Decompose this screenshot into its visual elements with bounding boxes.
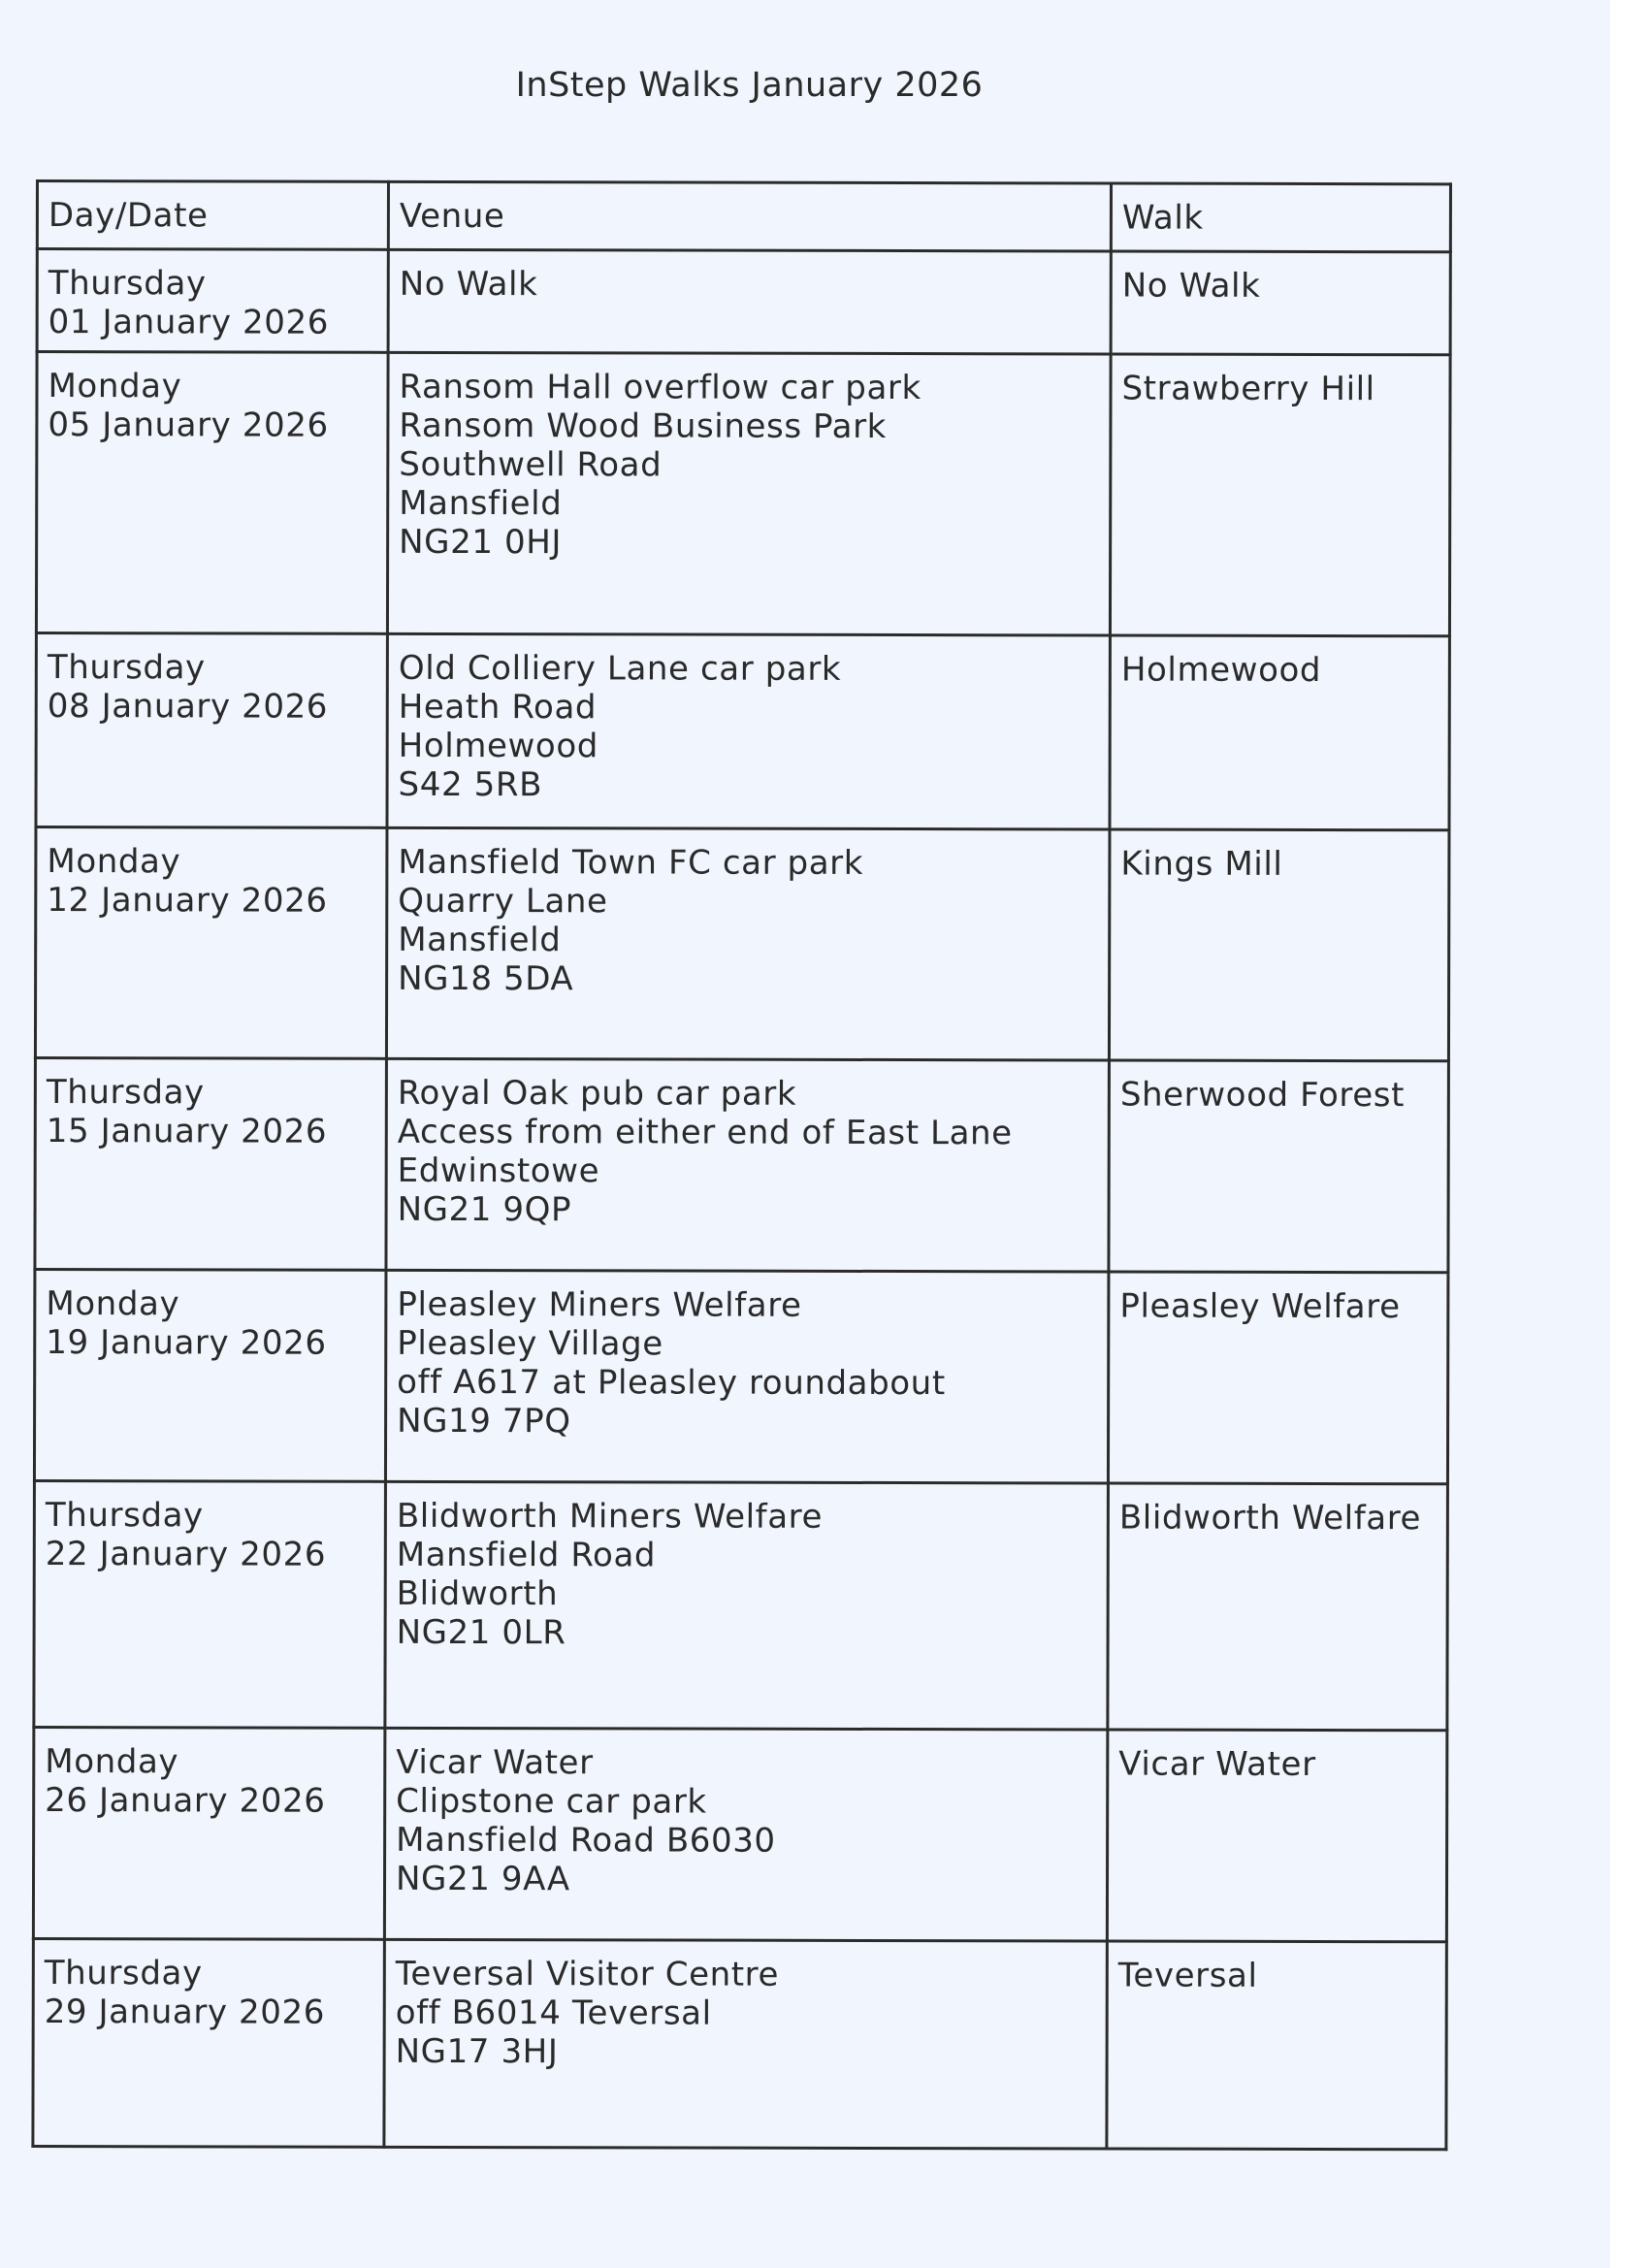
walk-name: Holmewood bbox=[1120, 650, 1322, 691]
table-row bbox=[37, 249, 1450, 355]
date-cell bbox=[35, 1058, 386, 1271]
venue-line: Royal Oak pub car park bbox=[397, 1073, 797, 1114]
venue-line: NG21 0HJ bbox=[399, 522, 563, 563]
table-row bbox=[35, 1058, 1448, 1273]
walk-cell bbox=[1107, 1730, 1446, 1942]
walk-cell bbox=[1110, 354, 1450, 636]
venue-cell bbox=[387, 633, 1110, 829]
day-name: Monday bbox=[46, 1284, 180, 1324]
date-cell bbox=[35, 827, 387, 1059]
venue-line: S42 5RB bbox=[398, 764, 543, 805]
walk-cell bbox=[1109, 829, 1449, 1061]
venue-cell bbox=[387, 352, 1111, 635]
day-name: Monday bbox=[47, 842, 181, 882]
venue-cell bbox=[385, 1481, 1109, 1730]
walk-cell bbox=[1107, 1941, 1446, 2150]
venue-line: Holmewood bbox=[398, 726, 598, 766]
venue-line: Blidworth Miners Welfare bbox=[396, 1496, 824, 1537]
walk-name: Sherwood Forest bbox=[1119, 1075, 1406, 1116]
walk-cell bbox=[1111, 251, 1450, 355]
venue-cell bbox=[385, 1270, 1108, 1483]
scan-margin bbox=[1610, 0, 1649, 2268]
venue-cell bbox=[384, 1939, 1107, 2149]
date-text: 12 January 2026 bbox=[47, 881, 328, 921]
date-cell bbox=[36, 352, 388, 634]
table-row bbox=[36, 352, 1450, 636]
walk-name: Strawberry Hill bbox=[1121, 369, 1375, 409]
walk-cell bbox=[1109, 1060, 1448, 1273]
venue-line: Ransom Hall overflow car park bbox=[399, 367, 922, 408]
venue-line: Mansfield bbox=[398, 920, 562, 960]
venue-line: NG18 5DA bbox=[398, 958, 574, 999]
table-row bbox=[33, 1727, 1446, 1941]
date-text: 01 January 2026 bbox=[48, 303, 330, 342]
venue-line: NG19 7PQ bbox=[397, 1401, 571, 1442]
date-text: 26 January 2026 bbox=[45, 1781, 326, 1821]
date-cell bbox=[34, 1270, 385, 1482]
venue-line: Clipstone car park bbox=[396, 1781, 707, 1822]
table-row bbox=[35, 827, 1449, 1061]
walk-name: Teversal bbox=[1117, 1956, 1258, 1995]
venue-line: Southwell Road bbox=[399, 444, 663, 485]
venue-cell bbox=[388, 249, 1111, 354]
date-cell bbox=[33, 1938, 384, 2147]
walk-name: Vicar Water bbox=[1118, 1744, 1316, 1784]
header-venue: Venue bbox=[388, 181, 1111, 251]
venue-cell bbox=[386, 1058, 1109, 1272]
walk-cell bbox=[1110, 635, 1449, 830]
venue-line: NG17 3HJ bbox=[395, 2031, 559, 2072]
walks-table bbox=[31, 179, 1452, 2151]
venue-line: Blidworth bbox=[396, 1573, 559, 1614]
venue-line: NG21 0LR bbox=[396, 1612, 566, 1653]
venue-line: off A617 at Pleasley roundabout bbox=[397, 1362, 946, 1404]
venue-line: Mansfield bbox=[399, 483, 563, 524]
date-text: 22 January 2026 bbox=[45, 1535, 327, 1574]
walks-table-body bbox=[33, 249, 1450, 2150]
venue-line: Mansfield Town FC car park bbox=[398, 842, 864, 883]
table-row bbox=[34, 1481, 1448, 1731]
venue-line: Pleasley Miners Welfare bbox=[397, 1284, 802, 1325]
header-day-date: Day/Date bbox=[37, 181, 388, 250]
date-cell bbox=[37, 249, 388, 353]
venue-line: Mansfield Road bbox=[396, 1535, 657, 1575]
venue-line: Heath Road bbox=[398, 687, 598, 728]
date-cell bbox=[33, 1727, 384, 1939]
table-row bbox=[36, 633, 1449, 830]
table-row bbox=[34, 1270, 1447, 1484]
venue-line: NG21 9AA bbox=[395, 1859, 570, 1899]
walk-name: Pleasley Welfare bbox=[1119, 1286, 1401, 1327]
header-walk: Walk bbox=[1111, 183, 1450, 252]
venue-line: Mansfield Road B6030 bbox=[396, 1820, 776, 1861]
walk-name: No Walk bbox=[1121, 266, 1261, 306]
venue-line: Quarry Lane bbox=[398, 881, 608, 922]
venue-line: Vicar Water bbox=[396, 1742, 594, 1783]
day-name: Thursday bbox=[47, 648, 206, 688]
day-name: Monday bbox=[48, 367, 182, 406]
header-row bbox=[37, 181, 1450, 252]
date-text: 05 January 2026 bbox=[48, 405, 329, 445]
day-name: Monday bbox=[45, 1742, 179, 1782]
day-name: Thursday bbox=[44, 1954, 203, 1993]
venue-line: Teversal Visitor Centre bbox=[395, 1954, 780, 1994]
day-name: Thursday bbox=[48, 264, 207, 304]
walk-cell bbox=[1108, 1483, 1448, 1731]
venue-line: No Walk bbox=[399, 264, 538, 305]
venue-line: Pleasley Village bbox=[397, 1323, 663, 1364]
date-text: 29 January 2026 bbox=[44, 1993, 326, 2032]
venue-line: Edwinstowe bbox=[397, 1150, 600, 1191]
walk-name: Blidworth Welfare bbox=[1118, 1498, 1422, 1539]
venue-cell bbox=[384, 1728, 1107, 1941]
table-row bbox=[33, 1938, 1446, 2149]
document-title: InStep Walks January 2026 bbox=[515, 66, 984, 105]
date-cell bbox=[34, 1481, 386, 1729]
venue-line: off B6014 Teversal bbox=[395, 1993, 712, 2033]
walk-name: Kings Mill bbox=[1120, 844, 1283, 884]
venue-cell bbox=[386, 827, 1110, 1060]
venue-line: Access from either end of East Lane bbox=[397, 1112, 1013, 1153]
walk-cell bbox=[1108, 1272, 1447, 1484]
date-text: 08 January 2026 bbox=[47, 687, 329, 727]
date-cell bbox=[36, 633, 387, 828]
day-name: Thursday bbox=[46, 1073, 205, 1113]
date-text: 15 January 2026 bbox=[46, 1112, 328, 1151]
venue-line: Ransom Wood Business Park bbox=[399, 405, 888, 446]
venue-line: NG21 9QP bbox=[397, 1189, 572, 1230]
venue-line: Old Colliery Lane car park bbox=[398, 648, 842, 689]
date-text: 19 January 2026 bbox=[46, 1323, 327, 1363]
day-name: Thursday bbox=[45, 1496, 204, 1536]
